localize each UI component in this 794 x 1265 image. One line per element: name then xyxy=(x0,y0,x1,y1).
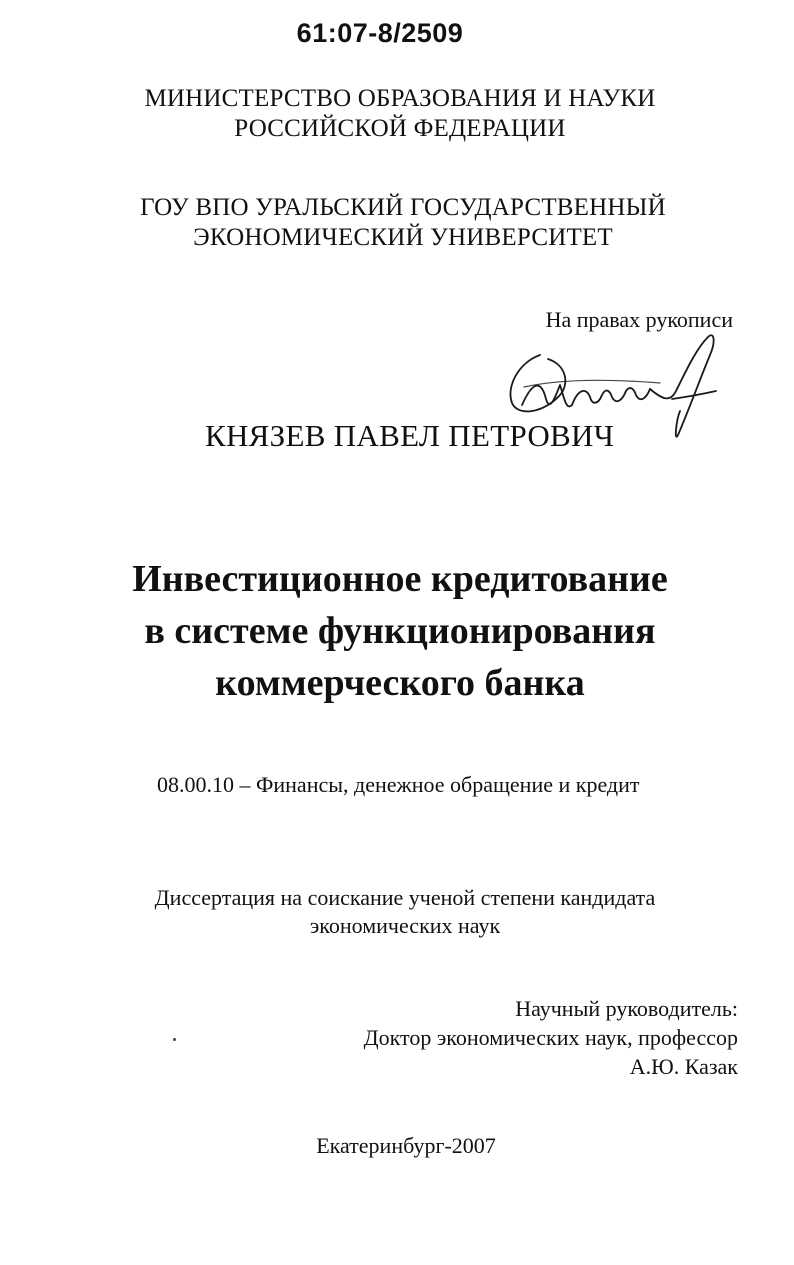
specialty-code: 08.00.10 – Финансы, денежное обращение и кредит xyxy=(157,772,640,797)
supervisor-block xyxy=(364,994,738,1081)
degree-line-1: Диссертация на соискание ученой степени кандидата xyxy=(154,885,656,910)
scan-speck xyxy=(173,1038,176,1041)
university-heading xyxy=(0,193,794,253)
catalog-number: 61:07-8/2509 xyxy=(296,18,464,48)
title-line-1: Инвестиционное кредитование xyxy=(132,558,668,600)
degree-line-2: экономических наук xyxy=(309,913,501,938)
dissertation-title xyxy=(0,553,794,709)
author-name: КНЯЗЕВ ПАВЕЛ ПЕТРОВИЧ xyxy=(205,418,615,453)
supervisor-credentials: Доктор экономических наук, профессор xyxy=(363,1025,738,1050)
university-line-2: ЭКОНОМИЧЕСКИЙ УНИВЕРСИТЕТ xyxy=(193,224,613,251)
city-year: Екатеринбург-2007 xyxy=(316,1133,496,1158)
ministry-heading xyxy=(0,84,794,144)
university-line-1: ГОУ ВПО УРАЛЬСКИЙ ГОСУДАРСТВЕННЫЙ xyxy=(140,194,666,221)
title-line-3: коммерческого банка xyxy=(215,662,585,704)
ministry-line-2: РОССИЙСКОЙ ФЕДЕРАЦИИ xyxy=(234,115,566,142)
supervisor-label: Научный руководитель: xyxy=(515,996,738,1021)
ministry-line-1: МИНИСТЕРСТВО ОБРАЗОВАНИЯ И НАУКИ xyxy=(144,85,656,112)
degree-statement xyxy=(0,884,794,940)
supervisor-name: А.Ю. Казак xyxy=(629,1054,738,1079)
title-line-2: в системе функционирования xyxy=(144,610,656,652)
rights-note: На правах рукописи xyxy=(545,307,733,332)
